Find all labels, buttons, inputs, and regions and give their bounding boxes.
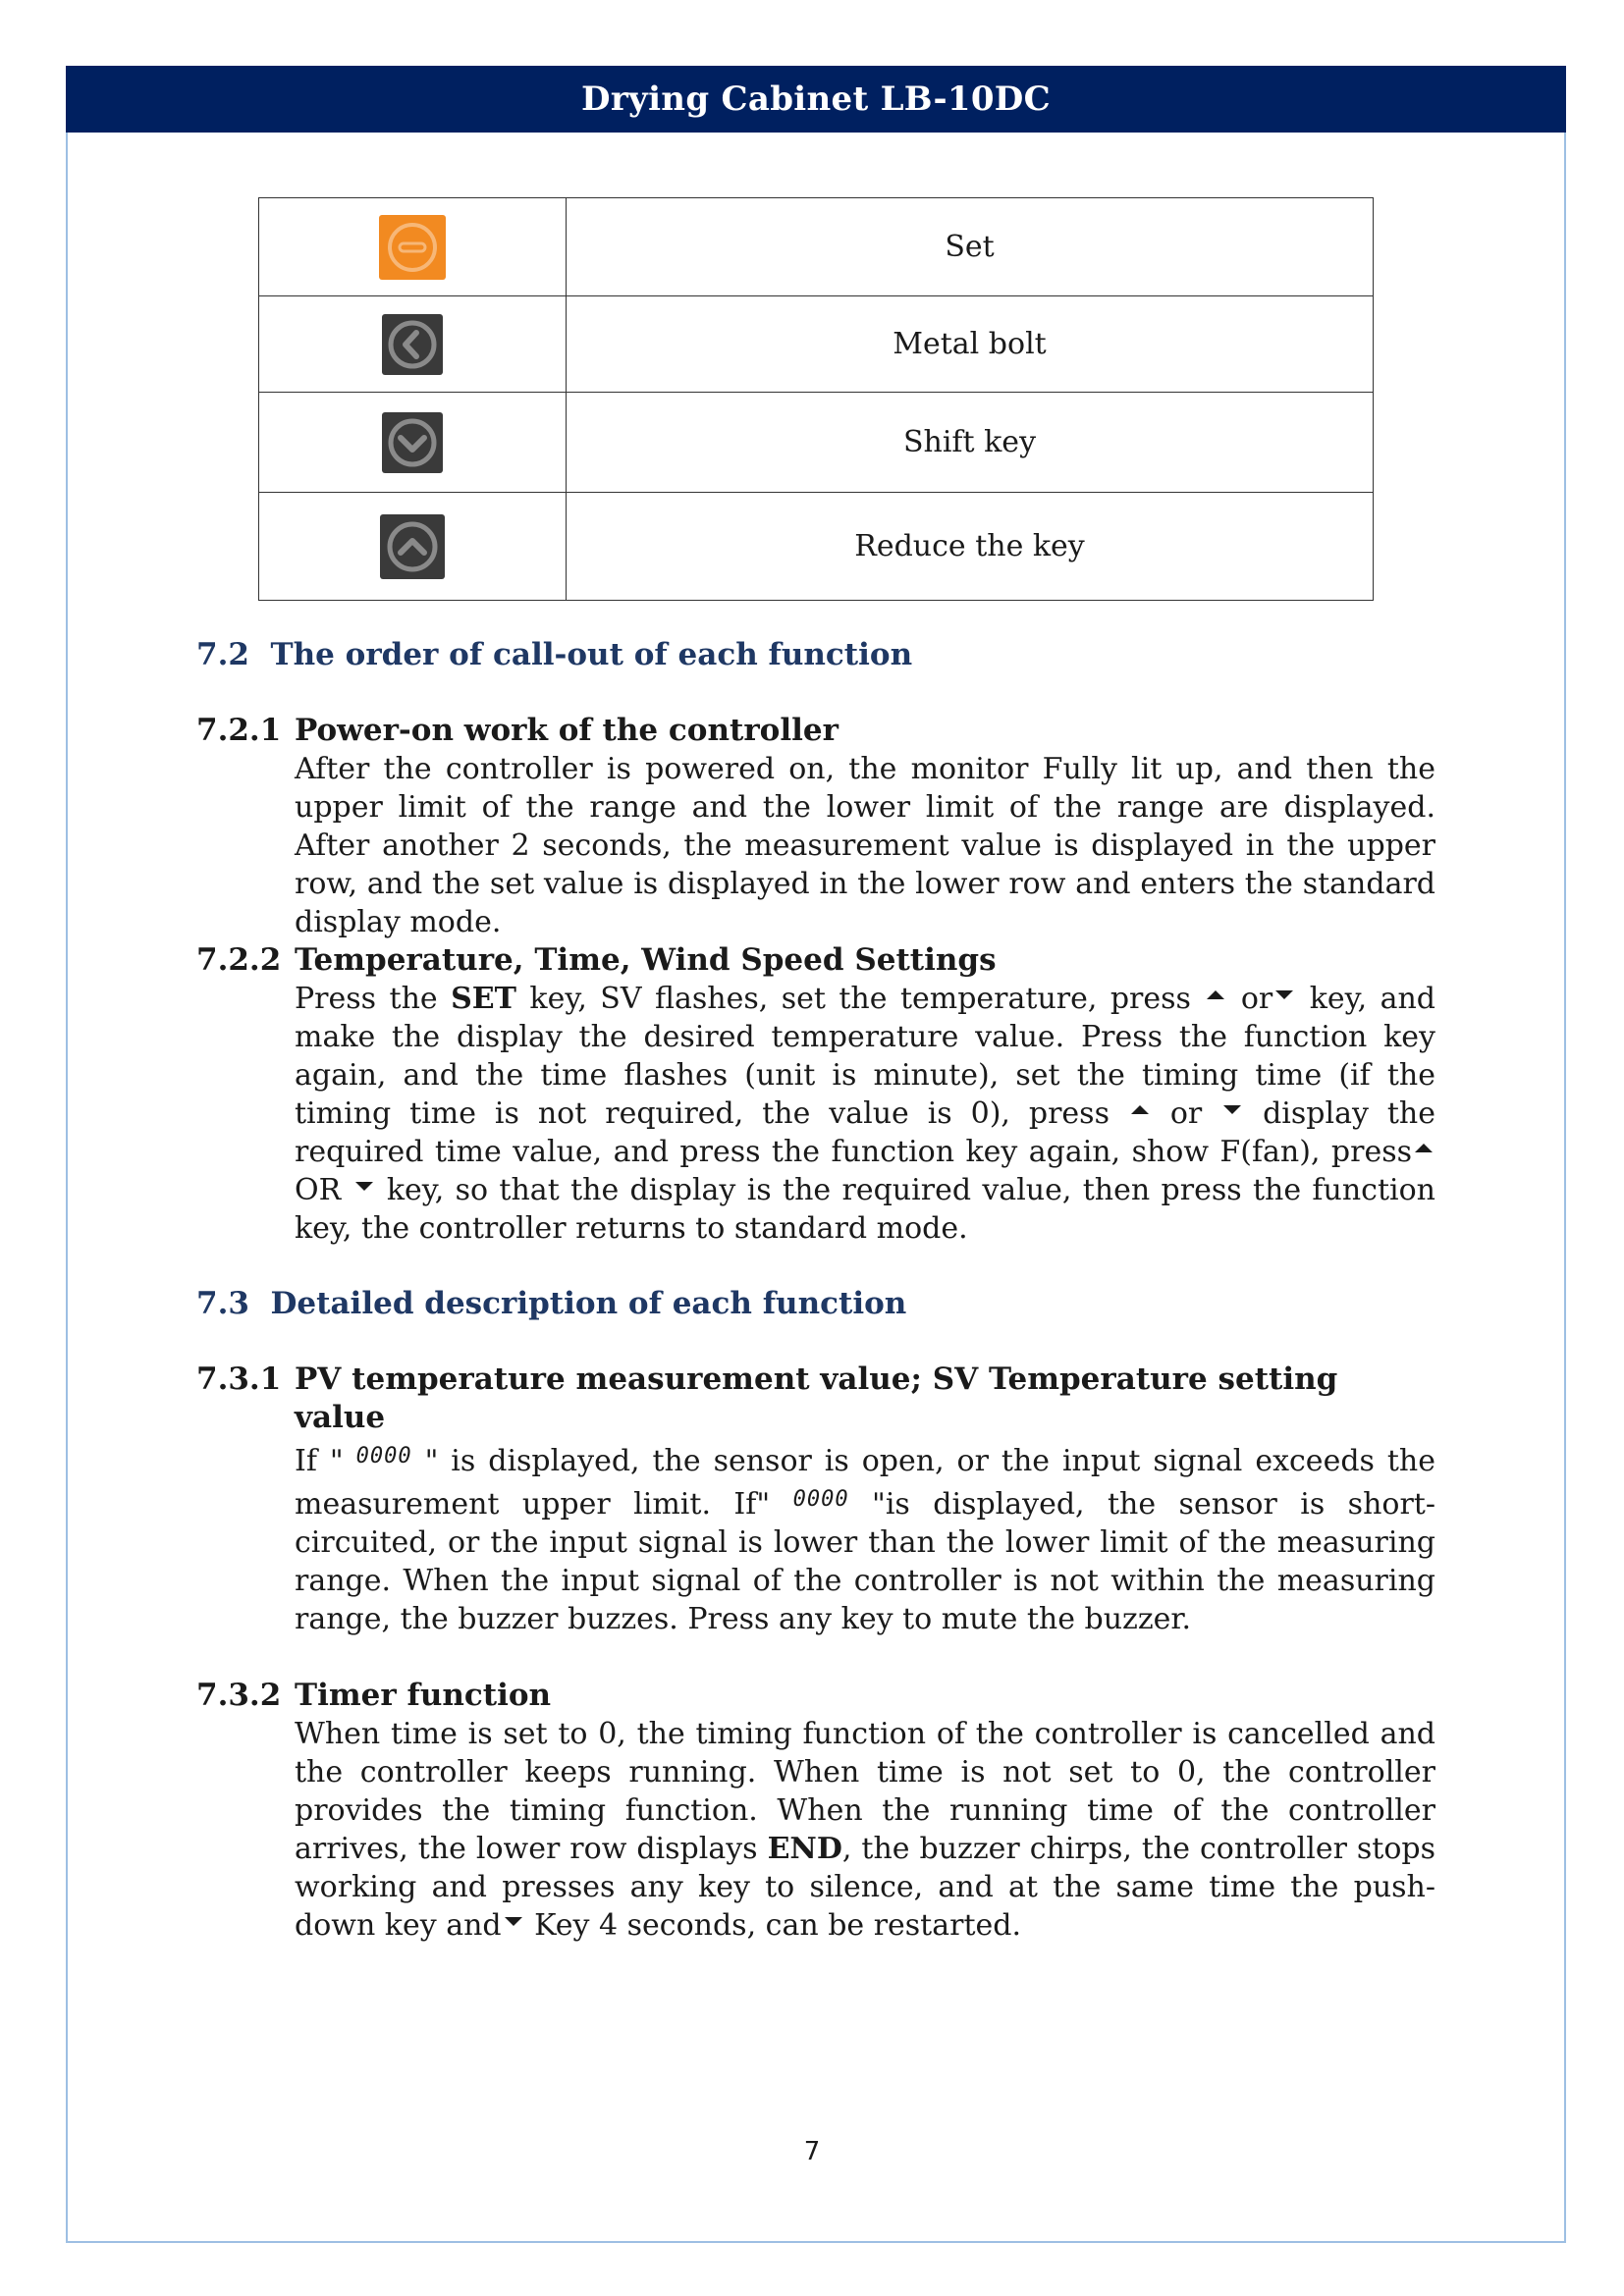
triangle-up-icon bbox=[1207, 990, 1224, 999]
triangle-up-icon bbox=[1131, 1105, 1149, 1114]
subsection-number: 7.3.1 bbox=[196, 1362, 282, 1397]
paragraph-7-3-2 bbox=[295, 1715, 1435, 1945]
text-run: or bbox=[1227, 982, 1273, 1016]
key-table bbox=[258, 197, 1374, 601]
text-run: , the buzzer chirps, the controller stops working and presses any key to silence, and at the same time the push-down key and bbox=[295, 1832, 1436, 1943]
chevron-down-icon bbox=[382, 412, 443, 473]
chevron-up-icon bbox=[380, 514, 445, 579]
subsection-heading-7-3-1 bbox=[196, 1361, 1435, 1437]
text-run: or bbox=[1151, 1096, 1221, 1131]
set-icon bbox=[379, 215, 446, 280]
subsection-title: Temperature, Time, Wind Speed Settings bbox=[295, 942, 997, 978]
page-title: Drying Cabinet LB-10DC bbox=[581, 80, 1051, 119]
paragraph-7-2-2 bbox=[295, 980, 1435, 1248]
subsection-number: 7.3.2 bbox=[196, 1678, 282, 1713]
subsection-title: Power-on work of the controller bbox=[295, 713, 839, 748]
table-row bbox=[259, 393, 1374, 493]
body-content bbox=[196, 636, 1435, 1945]
triangle-down-icon bbox=[1223, 1105, 1241, 1114]
set-key-label: SET bbox=[451, 982, 516, 1016]
section-title: The order of call-out of each function bbox=[270, 637, 913, 672]
text-run: key, SV flashes, set the temperature, press bbox=[515, 982, 1205, 1016]
triangle-down-icon bbox=[505, 1917, 522, 1926]
text-run: " is displayed, the sensor is open, or the input signal exceeds the measurement upper limit. If" bbox=[295, 1444, 1435, 1522]
text-run: "is displayed, the sensor is short-circuited, or the input signal is lower than the lower limit of the measuring range. When the input signal of the controller is not within the measuring range, the buzzer buzzes. Press any key to mute the buzzer. bbox=[295, 1487, 1435, 1636]
key-label: Set bbox=[567, 198, 1374, 296]
section-heading-7-2 bbox=[196, 636, 1435, 674]
key-label: Shift key bbox=[567, 393, 1374, 493]
subsection-number: 7.2.1 bbox=[196, 713, 282, 748]
key-label: Metal bolt bbox=[567, 296, 1374, 393]
key-label: Reduce the key bbox=[567, 493, 1374, 601]
section-heading-7-3 bbox=[196, 1285, 1435, 1323]
icon-cell bbox=[259, 493, 567, 601]
subsection-title: Timer function bbox=[295, 1678, 552, 1713]
text-run: OR bbox=[295, 1173, 352, 1207]
table-row bbox=[259, 493, 1374, 601]
text-run: When time is set to 0, the timing function of the controller is cancelled and the controller keeps running. When time is not set to 0, the controller provides the timing function. When the running time of the controller arrives, the lower row displays bbox=[295, 1717, 1435, 1866]
end-display-label: END bbox=[767, 1832, 842, 1866]
segment-display-glyph: 0000 bbox=[792, 1487, 849, 1512]
page-header bbox=[66, 66, 1566, 133]
text-run: Press the bbox=[295, 982, 452, 1016]
triangle-down-icon bbox=[355, 1182, 373, 1191]
section-number: 7.3 bbox=[196, 1286, 249, 1321]
triangle-down-icon bbox=[1275, 990, 1293, 999]
text-run: display the required time value, and press the function key again, show F(fan), press bbox=[295, 1096, 1435, 1169]
paragraph-7-2-1: After the controller is powered on, the monitor Fully lit up, and then the upper limit of the range and the lower limit of the range are displayed. After another 2 seconds, the measurement value is displayed in the upper row, and the set value is displayed in the lower row and enters the standard display mode. bbox=[295, 752, 1435, 939]
icon-cell bbox=[259, 296, 567, 393]
text-run: Key 4 seconds, can be restarted. bbox=[524, 1908, 1022, 1943]
icon-cell bbox=[259, 393, 567, 493]
subsection-heading-7-2-1 bbox=[196, 712, 1435, 750]
triangle-up-icon bbox=[1415, 1144, 1433, 1152]
text-run: key, so that the display is the required value, then press the function key, the controller returns to standard mode. bbox=[295, 1173, 1435, 1246]
text-run: If " bbox=[295, 1444, 356, 1478]
text-run: key, and make the display the desired temperature value. Press the function key again, and the time flashes (unit is minute), set the timing time (if the timing time is not required, the value is 0), press bbox=[295, 982, 1435, 1131]
segment-display-glyph: 0000 bbox=[355, 1444, 412, 1468]
table-row bbox=[259, 296, 1374, 393]
subsection-number: 7.2.2 bbox=[196, 942, 282, 978]
subsection-title: PV temperature measurement value; SV Temperature setting value bbox=[295, 1362, 1338, 1435]
subsection-heading-7-2-2 bbox=[196, 941, 1435, 980]
page-number: 7 bbox=[803, 2137, 821, 2166]
section-title: Detailed description of each function bbox=[270, 1286, 907, 1321]
subsection-heading-7-3-2 bbox=[196, 1677, 1435, 1715]
section-number: 7.2 bbox=[196, 637, 249, 672]
icon-cell bbox=[259, 198, 567, 296]
chevron-left-icon bbox=[382, 314, 443, 375]
paragraph-7-3-1 bbox=[295, 1437, 1435, 1638]
table-row bbox=[259, 198, 1374, 296]
